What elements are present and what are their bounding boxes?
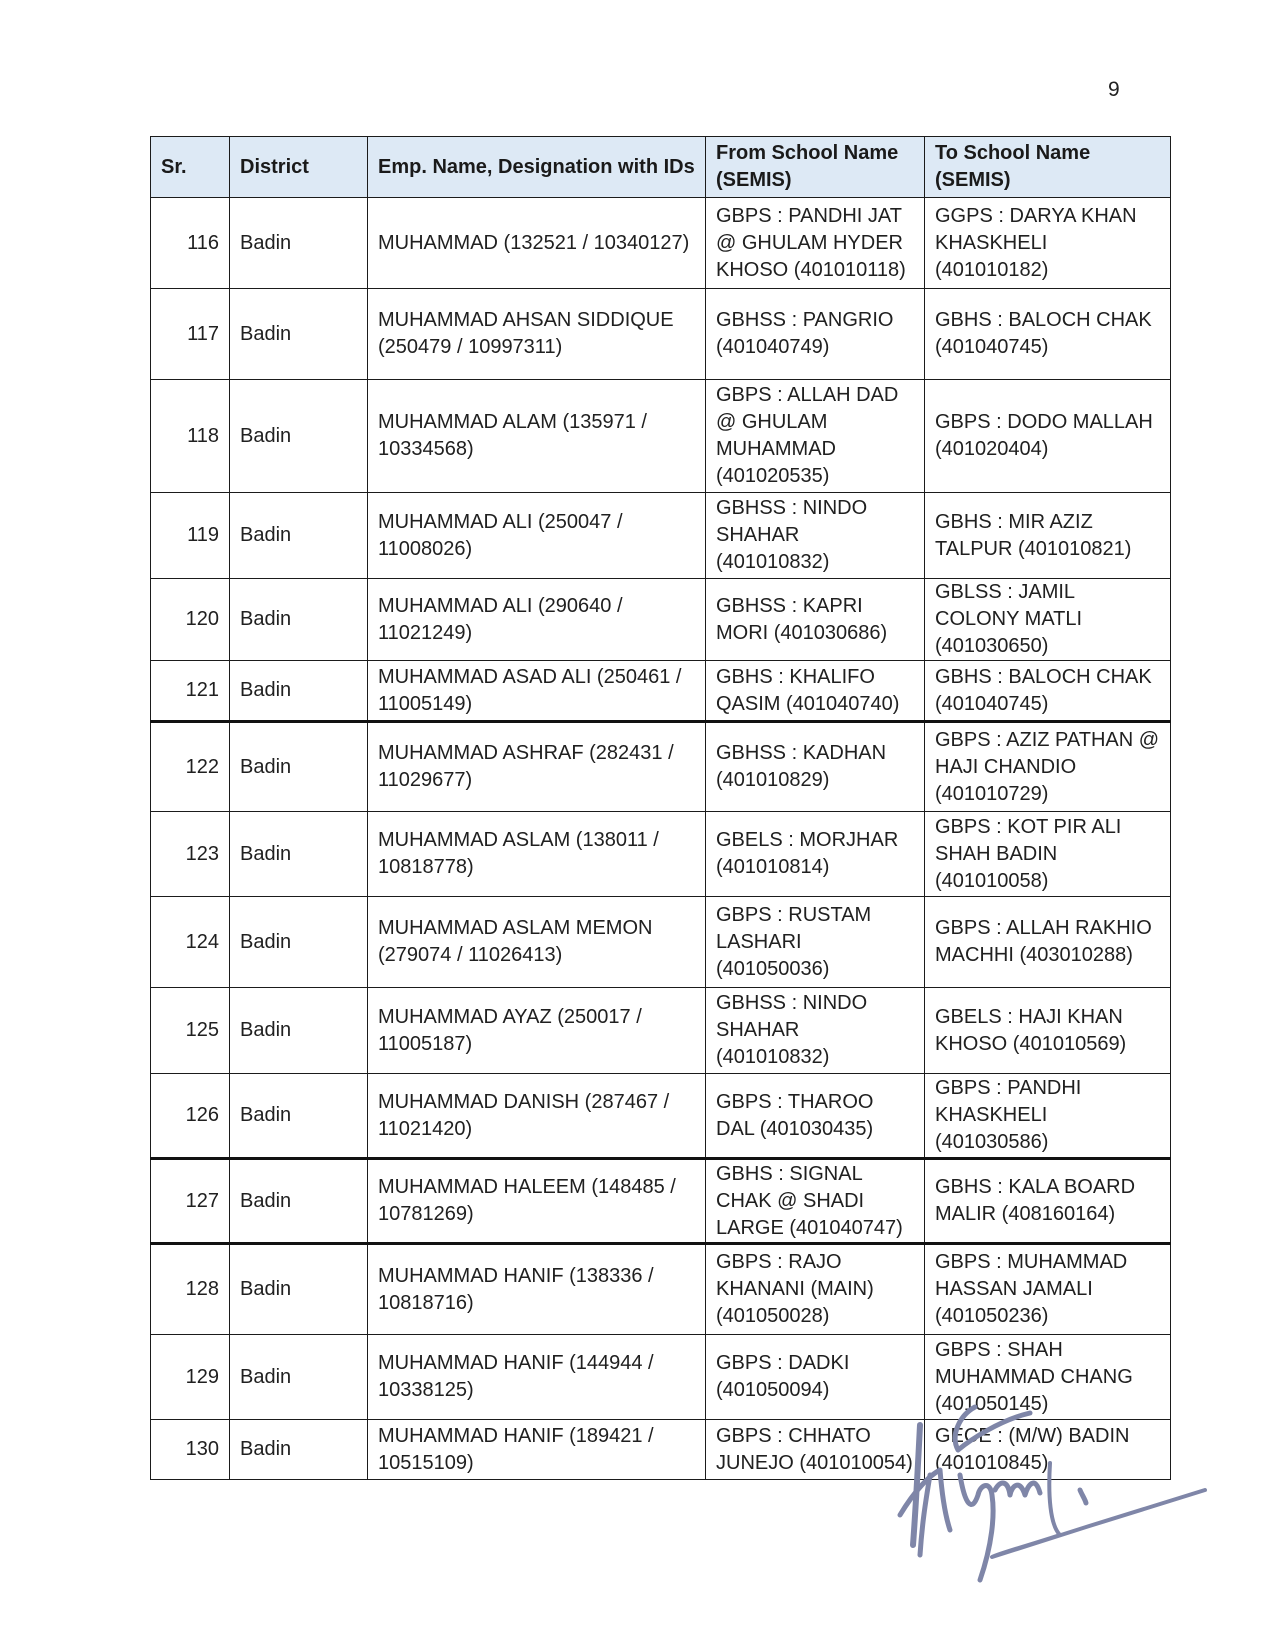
cell-from-school: GBPS : PANDHI JAT @ GHULAM HYDER KHOSO (401010118) [706, 198, 925, 289]
cell-to-school: GBELS : HAJI KHAN KHOSO (401010569) [925, 988, 1171, 1074]
cell-district: Badin [230, 493, 368, 579]
cell-district: Badin [230, 1335, 368, 1420]
signature-stroke [920, 1475, 930, 1555]
cell-district: Badin [230, 380, 368, 493]
cell-district: Badin [230, 289, 368, 380]
cell-district: Badin [230, 1074, 368, 1159]
cell-from-school: GBHSS : KADHAN (401010829) [706, 722, 925, 812]
cell-district: Badin [230, 1244, 368, 1335]
cell-district: Badin [230, 198, 368, 289]
cell-to-school: GECE : (M/W) BADIN (401010845) [925, 1420, 1171, 1480]
cell-sr: 127 [151, 1159, 230, 1244]
cell-from-school: GBHSS : KAPRI MORI (401030686) [706, 579, 925, 661]
cell-to-school: GBHS : BALOCH CHAK (401040745) [925, 289, 1171, 380]
cell-to-school: GBLSS : JAMIL COLONY MATLI (401030650) [925, 579, 1171, 661]
cell-to-school: GBPS : ALLAH RAKHIO MACHHI (403010288) [925, 897, 1171, 988]
cell-to-school: GGPS : DARYA KHAN KHASKHELI (401010182) [925, 198, 1171, 289]
header-district: District [230, 137, 368, 198]
table-header [151, 137, 1171, 198]
cell-employee: MUHAMMAD AHSAN SIDDIQUE (250479 / 10997311) [368, 289, 706, 380]
signature-stroke [1080, 1490, 1086, 1503]
cell-district: Badin [230, 1420, 368, 1480]
table-row [151, 380, 1171, 493]
table-row [151, 988, 1171, 1074]
cell-district: Badin [230, 661, 368, 722]
cell-sr: 124 [151, 897, 230, 988]
cell-sr: 130 [151, 1420, 230, 1480]
cell-from-school: GBHSS : NINDO SHAHAR (401010832) [706, 493, 925, 579]
cell-employee: MUHAMMAD ASHRAF (282431 / 11029677) [368, 722, 706, 812]
table-row [151, 661, 1171, 722]
cell-employee: MUHAMMAD ASLAM MEMON (279074 / 11026413) [368, 897, 706, 988]
table-row [151, 198, 1171, 289]
cell-to-school: GBPS : DODO MALLAH (401020404) [925, 380, 1171, 493]
cell-sr: 121 [151, 661, 230, 722]
cell-to-school: GBPS : AZIZ PATHAN @ HAJI CHANDIO (401010729) [925, 722, 1171, 812]
cell-from-school: GBPS : RUSTAM LASHARI (401050036) [706, 897, 925, 988]
cell-employee: MUHAMMAD (132521 / 10340127) [368, 198, 706, 289]
table-row [151, 579, 1171, 661]
header-employee: Emp. Name, Designation with IDs [368, 137, 706, 198]
cell-sr: 120 [151, 579, 230, 661]
page-number: 9 [1108, 78, 1120, 101]
cell-employee: MUHAMMAD ALI (290640 / 11021249) [368, 579, 706, 661]
cell-to-school: GBHS : BALOCH CHAK (401040745) [925, 661, 1171, 722]
cell-district: Badin [230, 1159, 368, 1244]
cell-from-school: GBHS : SIGNAL CHAK @ SHADI LARGE (401040747) [706, 1159, 925, 1244]
cell-from-school: GBPS : DADKI (401050094) [706, 1335, 925, 1420]
table-row [151, 493, 1171, 579]
signature-stroke [960, 1475, 993, 1580]
signature-stroke [995, 1483, 1040, 1495]
header-to-school: To School Name (SEMIS) [925, 137, 1171, 198]
table-row [151, 812, 1171, 897]
cell-from-school: GBPS : THAROO DAL (401030435) [706, 1074, 925, 1159]
cell-from-school: GBHSS : PANGRIO (401040749) [706, 289, 925, 380]
cell-to-school: GBPS : KOT PIR ALI SHAH BADIN (401010058) [925, 812, 1171, 897]
table-row [151, 1074, 1171, 1159]
cell-district: Badin [230, 812, 368, 897]
table-row [151, 1159, 1171, 1244]
cell-from-school: GBHS : KHALIFO QASIM (401040740) [706, 661, 925, 722]
cell-employee: MUHAMMAD HALEEM (148485 / 10781269) [368, 1159, 706, 1244]
cell-sr: 119 [151, 493, 230, 579]
table-row [151, 722, 1171, 812]
cell-employee: MUHAMMAD AYAZ (250017 / 11005187) [368, 988, 706, 1074]
cell-to-school: GBHS : KALA BOARD MALIR (408160164) [925, 1159, 1171, 1244]
cell-employee: MUHAMMAD HANIF (189421 / 10515109) [368, 1420, 706, 1480]
cell-employee: MUHAMMAD ALI (250047 / 11008026) [368, 493, 706, 579]
cell-employee: MUHAMMAD ASAD ALI (250461 / 11005149) [368, 661, 706, 722]
cell-sr: 116 [151, 198, 230, 289]
cell-to-school: GBPS : MUHAMMAD HASSAN JAMALI (401050236) [925, 1244, 1171, 1335]
cell-to-school: GBHS : MIR AZIZ TALPUR (401010821) [925, 493, 1171, 579]
cell-sr: 128 [151, 1244, 230, 1335]
cell-employee: MUHAMMAD HANIF (138336 / 10818716) [368, 1244, 706, 1335]
header-row [151, 137, 1171, 198]
cell-sr: 118 [151, 380, 230, 493]
cell-sr: 123 [151, 812, 230, 897]
cell-to-school: GBPS : SHAH MUHAMMAD CHANG (401050145) [925, 1335, 1171, 1420]
cell-district: Badin [230, 579, 368, 661]
cell-sr: 122 [151, 722, 230, 812]
cell-from-school: GBELS : MORJHAR (401010814) [706, 812, 925, 897]
header-from-school: From School Name (SEMIS) [706, 137, 925, 198]
cell-employee: MUHAMMAD DANISH (287467 / 11021420) [368, 1074, 706, 1159]
table-row [151, 897, 1171, 988]
header-sr: Sr. [151, 137, 230, 198]
cell-from-school: GBPS : ALLAH DAD @ GHULAM MUHAMMAD (401020535) [706, 380, 925, 493]
table-row [151, 1335, 1171, 1420]
cell-from-school: GBPS : RAJO KHANANI (MAIN) (401050028) [706, 1244, 925, 1335]
cell-from-school: GBHSS : NINDO SHAHAR (401010832) [706, 988, 925, 1074]
cell-sr: 126 [151, 1074, 230, 1159]
table-row [151, 1420, 1171, 1480]
cell-sr: 117 [151, 289, 230, 380]
cell-sr: 125 [151, 988, 230, 1074]
transfer-table [150, 136, 1171, 1480]
table-body [151, 198, 1171, 1480]
cell-employee: MUHAMMAD ASLAM (138011 / 10818778) [368, 812, 706, 897]
cell-district: Badin [230, 722, 368, 812]
cell-from-school: GBPS : CHHATO JUNEJO (401010054) [706, 1420, 925, 1480]
cell-sr: 129 [151, 1335, 230, 1420]
cell-district: Badin [230, 988, 368, 1074]
cell-employee: MUHAMMAD ALAM (135971 / 10334568) [368, 380, 706, 493]
table-row [151, 1244, 1171, 1335]
cell-district: Badin [230, 897, 368, 988]
table-row [151, 289, 1171, 380]
cell-employee: MUHAMMAD HANIF (144944 / 10338125) [368, 1335, 706, 1420]
cell-to-school: GBPS : PANDHI KHASKHELI (401030586) [925, 1074, 1171, 1159]
